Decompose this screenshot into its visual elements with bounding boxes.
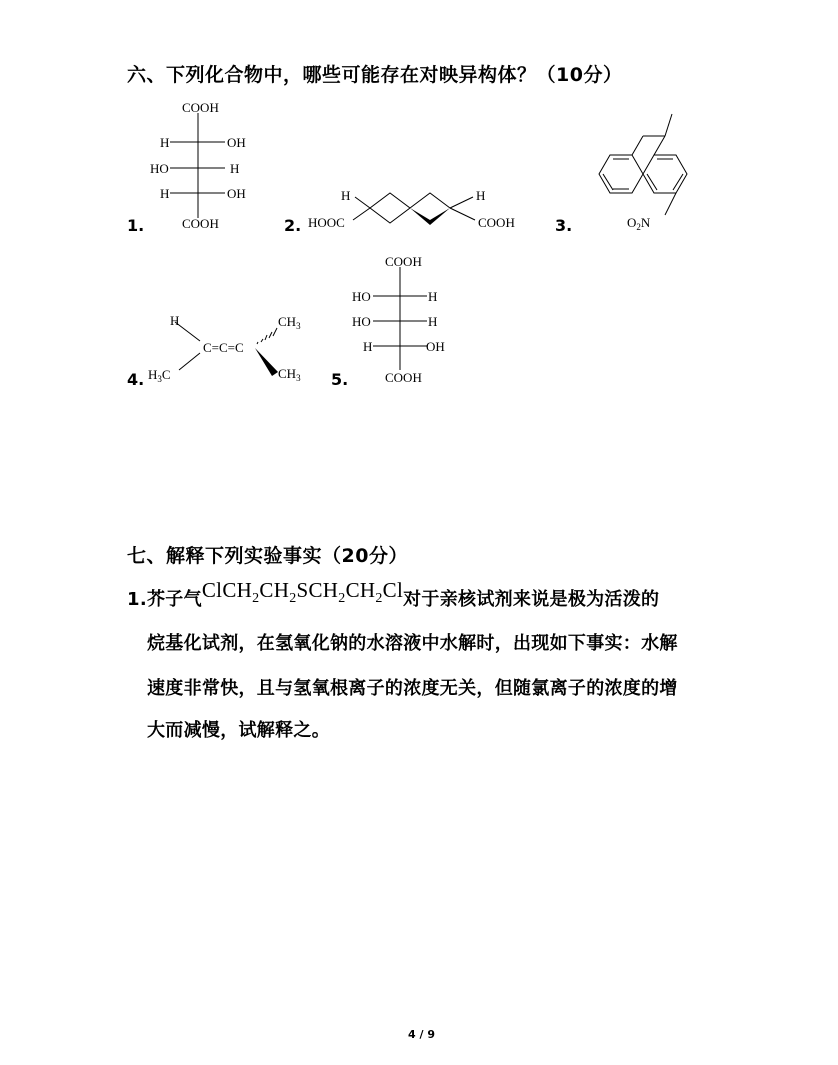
mustard-gas-formula: $ClCH_2CH_2SCH_2CH_2Cl$: [201, 578, 404, 607]
svg-text:H: H: [230, 161, 240, 176]
svg-text:HO: HO: [352, 289, 371, 304]
svg-text:COOH: COOH: [385, 254, 422, 269]
svg-text:H: H: [160, 135, 170, 150]
svg-text:HOOC: HOOC: [308, 215, 345, 230]
svg-text:H: H: [428, 314, 438, 329]
svg-text:HO: HO: [150, 161, 169, 176]
svg-text:OH: OH: [227, 135, 246, 150]
compound-3-structure: [570, 100, 720, 240]
svg-text:COOH: COOH: [182, 216, 219, 231]
svg-text:C=C=C: C=C=C: [203, 340, 244, 355]
compound-5-number: 5.: [331, 370, 349, 389]
svg-text:CH3: $CH_3$: [278, 314, 301, 331]
svg-text:H: H: [341, 188, 351, 203]
question-1-line-4: 大而减慢，试解释之。: [147, 720, 330, 741]
question-1-line-3: 速度非常快，且与氢氧根离子的浓度无关，但随氯离子的浓度的增: [147, 678, 678, 699]
question-1-line-2: 烷基化试剂，在氢氧化钠的水溶液中水解时，出现如下事实：水解: [147, 633, 678, 654]
svg-text:HO: HO: [352, 314, 371, 329]
svg-text:H: H: [476, 188, 486, 203]
svg-text:COOH: COOH: [385, 370, 422, 385]
compound-4-structure: [145, 308, 325, 393]
section-7-title: 七、解释下列实验事实（20分）: [127, 545, 408, 567]
compound-5-structure: [345, 250, 475, 390]
page-number: 4 / 9: [408, 1028, 435, 1041]
svg-text:O2N: $O_2N$: [627, 215, 651, 232]
compound-1-structure: [140, 95, 270, 245]
svg-text:COOH: COOH: [478, 215, 515, 230]
compound-4-number: 4.: [127, 370, 145, 389]
question-1-number: 1.: [127, 589, 147, 610]
svg-text:H3C: $H_3C$: [148, 367, 171, 384]
svg-text:OH: OH: [426, 339, 445, 354]
svg-text:OH: OH: [227, 186, 246, 201]
svg-text:COOH: COOH: [182, 100, 219, 115]
svg-text:H: H: [160, 186, 170, 201]
compound-2-structure: [305, 180, 535, 240]
svg-text:H: H: [428, 289, 438, 304]
svg-text:H: H: [170, 313, 180, 328]
compound-3-number: 3.: [555, 216, 573, 235]
compound-1-number: 1.: [127, 216, 145, 235]
svg-text:H: H: [363, 339, 373, 354]
question-1-line-1: [127, 578, 660, 615]
question-1-line-1-suffix: 对于亲核试剂来说是极为活泼的: [403, 589, 660, 610]
svg-text:CH3: $CH_3$: [278, 366, 301, 383]
question-1-prefix: 芥子气: [146, 589, 202, 610]
section-6-title: 六、下列化合物中，哪些可能存在对映异构体？（10分）: [127, 64, 623, 86]
compound-2-number: 2.: [284, 216, 302, 235]
